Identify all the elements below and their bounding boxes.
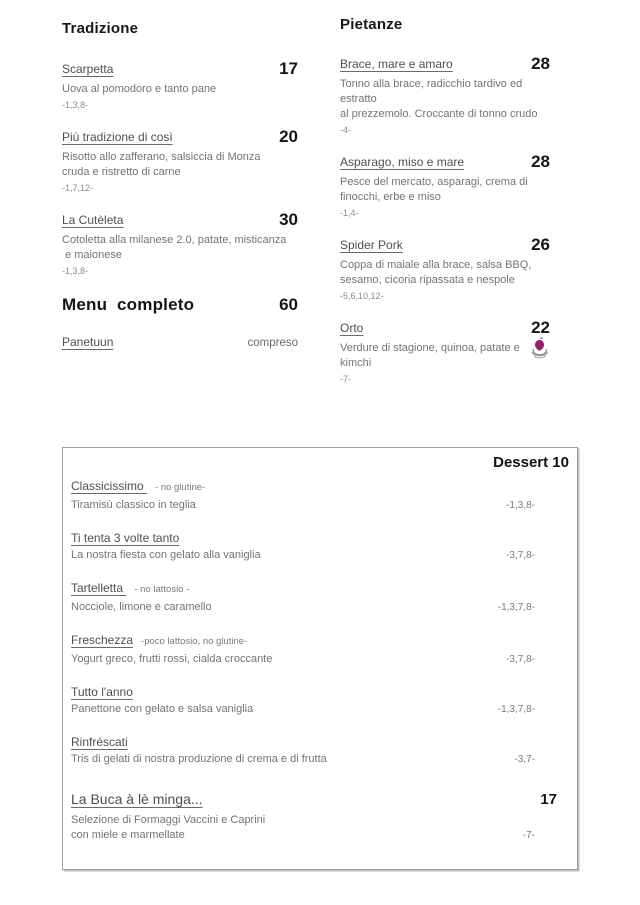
dish-head [62,60,298,78]
dish-head [71,530,569,546]
desc-line: Uova al pomodoro e tanto pane [62,83,217,95]
panetuun-row [62,333,298,351]
menu-completo-row [62,294,298,316]
dish-description [340,175,550,205]
menu-item-brace-mare-amaro [340,55,550,136]
dessert-item-tartelletta [71,580,569,615]
menu-item-piu-tradizione [62,128,298,194]
dietary-note: -poco lattosio, no glutine- [141,636,248,647]
section-tradizione [62,20,298,351]
desc-line: Cotoletta alla milanese 2.0, patate, misticanza [62,234,287,246]
dish-line [71,600,569,615]
dish-head [71,580,569,598]
allergen-codes: -3,7,8- [506,654,535,665]
dish-description: Tiramisù classico in teglia [71,499,196,511]
dish-description: Nocciole, limone e caramello [71,601,212,613]
dish-head [71,632,569,650]
dish-head [340,236,550,254]
dish-name: Tartelletta [71,581,127,595]
allergen-codes: -3,7,8- [506,550,535,561]
dish-name: Freschezza [71,633,134,647]
dessert-item-la-buca [71,789,569,843]
dietary-note: - no lattosio - [134,584,190,595]
allergen-codes: -7- [340,374,351,384]
desc-line: Verdure di stagione, quinoa, patate e kimchi [340,342,523,369]
section-pietanze [340,16,550,402]
dish-description [62,233,298,263]
dish-name: Tutto l'anno [71,685,133,699]
menu-completo-label: Menu completo [62,295,195,314]
dish-line [71,498,569,513]
dish-name: Scarpetta [62,62,114,76]
dish-description [62,150,298,180]
dish-name: Ti tenta 3 volte tanto [71,531,180,545]
desc-line: Coppa di maiale alla brace, salsa BBQ, [340,259,532,271]
dish-name: Brace, mare e amaro [340,57,453,71]
allergen-codes: -1,3,8- [62,266,89,276]
dish-name: Rinfréscati [71,735,128,749]
kimchi-dish-icon [529,336,550,360]
dish-price: 28 [531,54,550,73]
dish-line [71,702,569,717]
dish-head [340,55,550,73]
dessert-box-header: Dessert 10 [493,454,569,471]
dish-head [62,211,298,229]
section-heading-pietanze: Pietanze [340,16,403,33]
menu-item-scarpetta [62,60,298,111]
menu-item-asparago-miso-mare [340,153,550,219]
allergen-codes: -1,3,8- [62,100,89,110]
included-label: compreso [247,337,298,349]
dish-description: Panettone con gelato e salsa vaniglia [71,703,254,715]
desc-line: al prezzemolo. Croccante di tonno crudo [340,108,538,120]
allergen-codes: -4- [340,125,351,135]
dish-line [71,752,569,767]
allergen-codes: -1,7,12- [62,183,94,193]
allergen-codes: -1,3,8- [506,500,535,511]
allergen-codes: -3,7- [514,754,535,765]
dish-head [71,478,569,496]
desc-line: cruda e ristretto di carne [62,166,181,178]
desc-line: e maionese [62,249,122,261]
allergen-codes: -5,6,10,12- [340,291,384,301]
dish-price: 30 [279,210,298,229]
desc-line: con miele e marmellate [71,829,185,841]
desc-line: finocchi, erbe e miso [340,191,441,203]
dish-name: Panetuun [62,335,114,349]
dish-name: Spider Pork [340,238,403,252]
dish-description [340,258,550,288]
dish-head [71,734,569,750]
dessert-item-tutto-lanno [71,684,569,717]
dish-name: La Cutèleta [62,213,124,227]
desc-line: Tonno alla brace, radicchio tardivo ed estratto [340,78,526,105]
menu-item-la-cuteleta [62,211,298,277]
dish-price: 17 [279,59,298,78]
dietary-note: - no glutine- [155,482,206,493]
allergen-codes: -7- [522,830,535,841]
dish-name: Più tradizione di così [62,130,173,144]
dish-price: 28 [531,152,550,171]
dish-name: Asparago, miso e mare [340,155,465,169]
dish-description: Tris di gelati di nostra produzione di crema e di frutta [71,753,327,765]
menu-item-orto [340,319,550,385]
allergen-codes: -1,3,7,8- [497,602,535,613]
dish-line [71,652,569,667]
allergen-codes: -1,4- [340,208,359,218]
dessert-box [62,447,578,870]
dish-name: Orto [340,321,364,335]
dessert-item-classicissimo [71,478,569,513]
menu-item-spider-pork [340,236,550,302]
dish-price: 20 [279,127,298,146]
dish-description [340,341,550,371]
dessert-items [71,478,569,843]
menu-completo-price: 60 [279,295,298,314]
desc-line: Risotto allo zafferano, salsiccia di Monza [62,151,261,163]
dessert-item-freschezza [71,632,569,667]
dish-head [340,319,550,337]
dessert-item-rinfrescati [71,734,569,767]
dish-price: 26 [531,235,550,254]
dish-description: Selezione di Formaggi Vaccini e Caprini [71,814,266,826]
dish-line [71,548,569,563]
dish-description: La nostra fiesta con gelato alla vaniglia [71,549,261,561]
section-heading-tradizione: Tradizione [62,20,139,37]
dish-head [62,128,298,146]
dish-head [71,789,569,810]
dish-price: 17 [540,791,557,808]
dish-head [71,684,569,700]
dish-description [62,82,298,97]
dish-description: Yogurt greco, frutti rossi, cialda croccante [71,653,273,665]
desc-line: Pesce del mercato, asparagi, crema di [340,176,528,188]
dessert-item-ti-tenta [71,530,569,563]
dish-name: La Buca à lè minga... [71,791,203,807]
dish-description [340,77,550,122]
dish-line [71,828,569,843]
allergen-codes: -1,3,7,8- [497,704,535,715]
dish-head [340,153,550,171]
desc-line: sesamo, cicoria ripassata e nespole [340,274,515,286]
dish-price: 22 [531,318,550,337]
dish-name: Classicissimo [71,479,148,493]
